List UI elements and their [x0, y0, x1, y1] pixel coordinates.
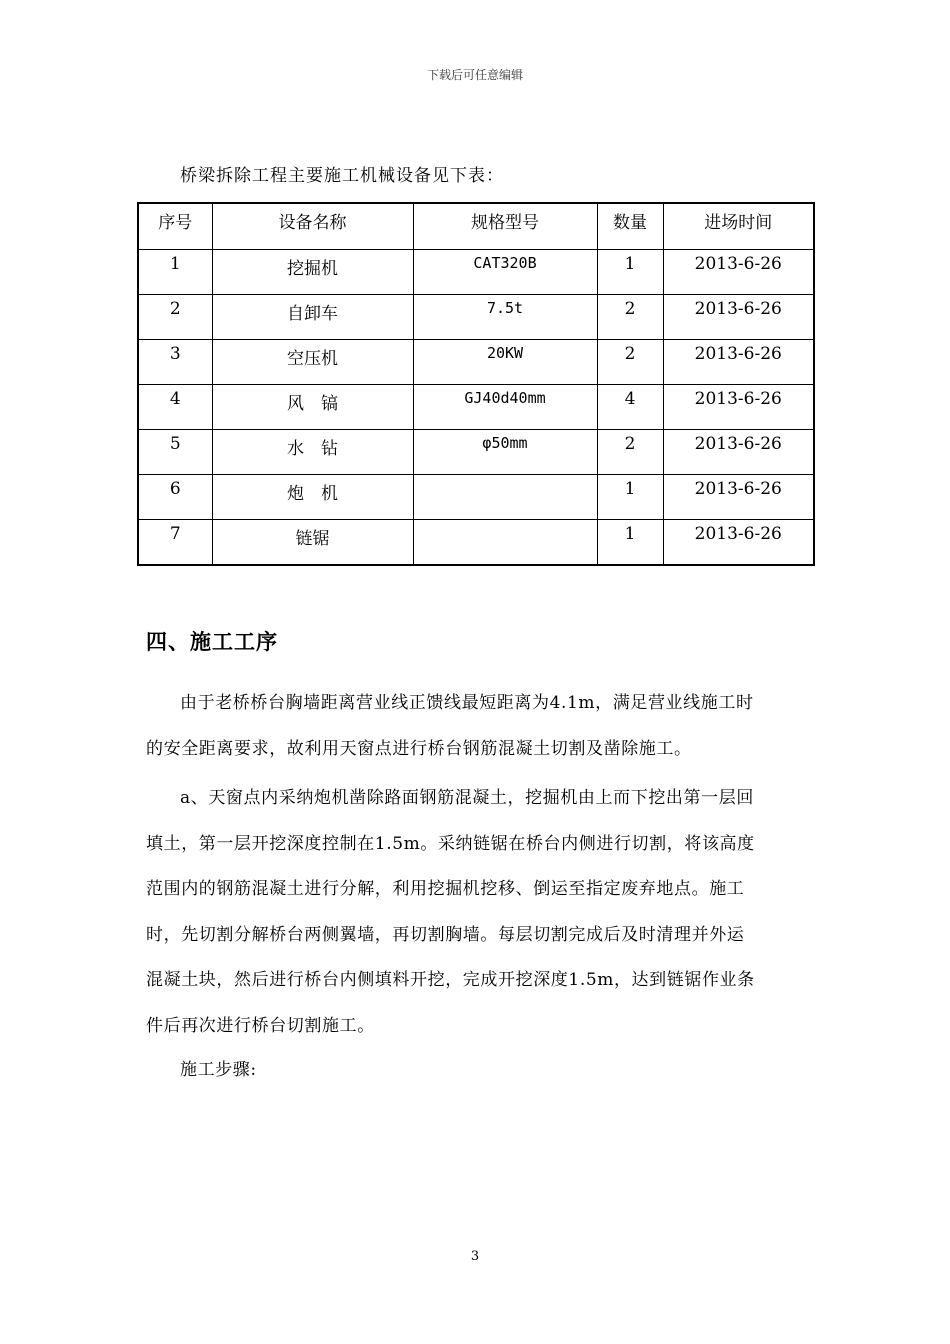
cell-index: 7	[138, 520, 212, 566]
cell-equipment-name: 挖掘机	[212, 250, 413, 295]
paragraph-line: a、天窗点内采纳炮机凿除路面钢筋混凝土，挖掘机由上而下挖出第一层回	[180, 788, 754, 808]
column-header-equipment-name: 设备名称	[212, 203, 413, 250]
table-row	[138, 475, 814, 520]
column-header-quantity: 数量	[597, 203, 663, 250]
paragraph-line: 的安全距离要求，故利用天窗点进行桥台钢筋混凝土切割及凿除施工。	[146, 738, 692, 759]
table-row	[138, 430, 814, 475]
cell-index: 3	[138, 340, 212, 385]
cell-spec-model: CAT320B	[413, 250, 597, 295]
section-title: 四、施工工序	[146, 630, 278, 654]
cell-index: 6	[138, 475, 212, 520]
paragraph-procedure	[146, 783, 810, 1056]
table-row	[138, 295, 814, 340]
table-header-row	[138, 203, 814, 250]
cell-entry-date: 2013-6-26	[663, 295, 814, 340]
page-header: 下载后可任意编辑	[426, 68, 523, 82]
cell-equipment-name: 水 钻	[212, 430, 413, 475]
paragraph-line: 混凝土块，然后进行桥台内侧填料开挖，完成开挖深度1.5m，达到链锯作业条	[146, 970, 755, 990]
paragraph-line: 件后再次进行桥台切割施工。	[146, 1015, 375, 1036]
cell-index: 1	[138, 250, 212, 295]
page-number: 3	[470, 1249, 480, 1264]
paragraph-line: 范围内的钢筋混凝土进行分解，利用挖掘机挖移、倒运至指定废弃地点。施工	[146, 879, 745, 899]
construction-steps-label	[146, 1055, 810, 1101]
cell-entry-date: 2013-6-26	[663, 475, 814, 520]
cell-spec-model: GJ40d40mm	[413, 385, 597, 430]
table-row	[138, 250, 814, 295]
cell-equipment-name: 炮 机	[212, 475, 413, 520]
paragraph-line: 时，先切割分解桥台两侧翼墙，再切割胸墙。每层切割完成后及时清理并外运	[146, 924, 745, 945]
column-header-entry-date: 进场时间	[663, 203, 814, 250]
cell-spec-model: 20KW	[413, 340, 597, 385]
cell-index: 4	[138, 385, 212, 430]
cell-quantity: 1	[597, 520, 663, 566]
paragraph-distance-note	[146, 688, 810, 779]
cell-index: 2	[138, 295, 212, 340]
table-row	[138, 340, 814, 385]
cell-entry-date: 2013-6-26	[663, 430, 814, 475]
cell-quantity: 2	[597, 430, 663, 475]
cell-spec-model: 7.5t	[413, 295, 597, 340]
cell-spec-model: φ50mm	[413, 430, 597, 475]
equipment-table	[137, 202, 815, 566]
table-row	[138, 520, 814, 566]
cell-quantity: 2	[597, 295, 663, 340]
cell-quantity: 1	[597, 475, 663, 520]
cell-entry-date: 2013-6-26	[663, 250, 814, 295]
column-header-spec-model: 规格型号	[413, 203, 597, 250]
cell-quantity: 4	[597, 385, 663, 430]
cell-equipment-name: 风 镐	[212, 385, 413, 430]
table-intro-text: 桥梁拆除工程主要施工机械设备见下表：	[180, 166, 504, 186]
cell-quantity: 2	[597, 340, 663, 385]
cell-entry-date: 2013-6-26	[663, 385, 814, 430]
cell-spec-model	[413, 475, 597, 520]
cell-equipment-name: 空压机	[212, 340, 413, 385]
cell-equipment-name: 自卸车	[212, 295, 413, 340]
cell-entry-date: 2013-6-26	[663, 340, 814, 385]
paragraph-line: 由于老桥桥台胸墙距离营业线正馈线最短距离为4.1m，满足营业线施工时	[180, 693, 754, 713]
cell-quantity: 1	[597, 250, 663, 295]
table-row	[138, 385, 814, 430]
paragraph-line: 填土，第一层开挖深度控制在1.5m。采纳链锯在桥台内侧进行切割，将该高度	[146, 833, 755, 854]
column-header-index: 序号	[138, 203, 212, 250]
cell-index: 5	[138, 430, 212, 475]
cell-entry-date: 2013-6-26	[663, 520, 814, 566]
steps-label-text: 施工步骤:	[180, 1060, 257, 1080]
cell-equipment-name: 链锯	[212, 520, 413, 566]
cell-spec-model	[413, 520, 597, 566]
